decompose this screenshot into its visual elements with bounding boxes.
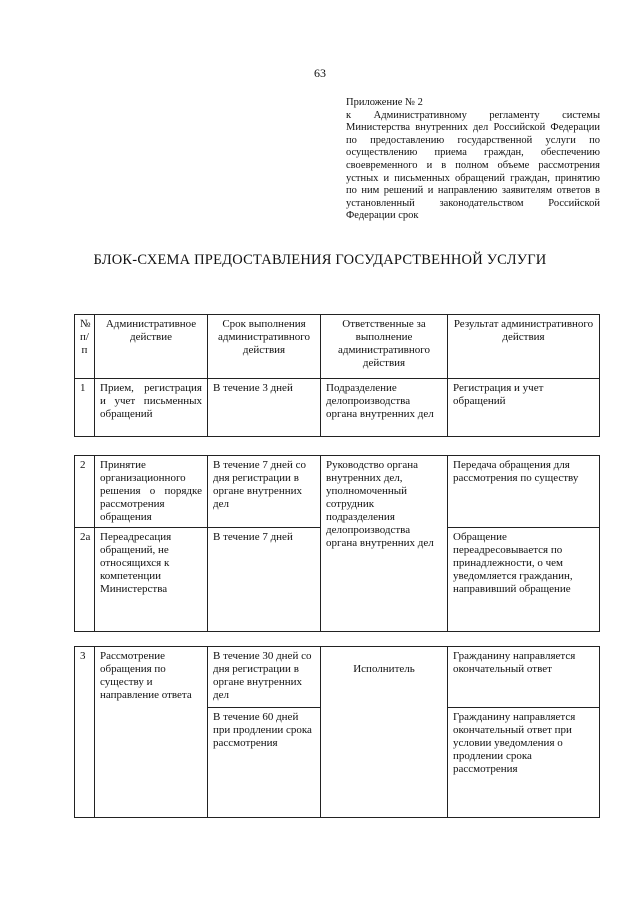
flow-table-block-2 <box>74 455 600 632</box>
row2-responsible-b: делопроизводства органа внутренних дел <box>326 524 434 549</box>
row1-responsible: Подразделение делопроизводства органа внутренних дел <box>321 379 448 437</box>
row2-action: Принятие организационного решения о порядке рассмотрения обращения <box>95 456 208 528</box>
flow-table-block-1 <box>74 314 600 437</box>
header-result: Результат административного действия <box>448 315 600 379</box>
row2-responsible <box>321 456 448 632</box>
row3-result-b: Гражданину направляется окончательный ответ при условии уведомления о продлении срока рассмотрения <box>448 708 600 818</box>
row2a-num: 2а <box>75 528 95 632</box>
page-title: БЛОК-СХЕМА ПРЕДОСТАВЛЕНИЯ ГОСУДАРСТВЕННОЙ УСЛУГИ <box>93 252 547 268</box>
row1-action: Прием, регистрация и учет письменных обращений <box>95 379 208 437</box>
appendix-body: к Административному регламенту системы Министерства внутренних дел Российской Федерации по предоставлению государственной услуги по осуществлению приема граждан, обеспечению своевременного и в полном объеме рассмотрения устных и письменных обращений граждан, принятию по ним решений и направлению заявителям ответов в установленный законодательством Российской Федерации срок <box>346 109 600 222</box>
row2-num: 2 <box>75 456 95 528</box>
table-row <box>75 456 600 528</box>
row1-term: В течение 3 дней <box>208 379 321 437</box>
appendix-label: Приложение № 2 <box>346 97 423 108</box>
flow-table-block-3 <box>74 646 600 818</box>
row3-result-a: Гражданину направляется окончательный ответ <box>448 647 600 708</box>
row2-responsible-a: Руководство органа внутренних дел, уполномоченный сотрудник подразделения <box>326 459 419 523</box>
row3-term-b: В течение 60 дней при продлении срока рассмотрения <box>208 708 321 818</box>
header-responsible: Ответственные за выполнение административного действия <box>321 315 448 379</box>
row3-responsible: Исполнитель <box>321 647 448 818</box>
row1-result: Регистрация и учет обращений <box>448 379 600 437</box>
appendix-note <box>346 97 600 223</box>
row3-num: 3 <box>75 647 95 818</box>
page-number: 63 <box>314 66 326 80</box>
header-term: Срок выполнения административного действия <box>208 315 321 379</box>
header-num: № п/п <box>75 315 95 379</box>
row2-term: В течение 7 дней со дня регистрации в органе внутренних дел <box>208 456 321 528</box>
row3-action: Рассмотрение обращения по существу и направление ответа <box>95 647 208 818</box>
table-row <box>75 647 600 708</box>
table-row <box>75 379 600 437</box>
row2a-action: Переадресация обращений, не относящихся к компетенции Министерства <box>95 528 208 632</box>
row2-result: Передача обращения для рассмотрения по существу <box>448 456 600 528</box>
header-action: Административное действие <box>95 315 208 379</box>
row3-term-a: В течение 30 дней со дня регистрации в органе внутренних дел <box>208 647 321 708</box>
table-header-row <box>75 315 600 379</box>
row2a-term: В течение 7 дней <box>208 528 321 632</box>
row1-num: 1 <box>75 379 95 437</box>
row2a-result: Обращение переадресовывается по принадлежности, о чем уведомляется гражданин, направивший обращение <box>448 528 600 632</box>
